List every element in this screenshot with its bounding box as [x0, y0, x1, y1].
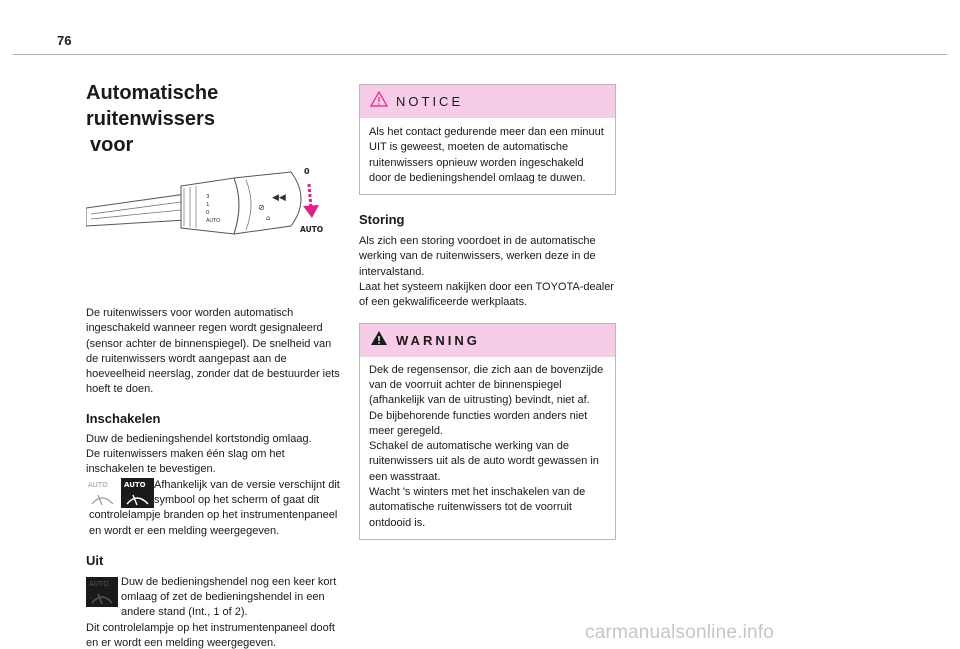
svg-text:AUTO: AUTO — [88, 480, 108, 489]
notice-body — [360, 118, 615, 194]
warning-triangle-icon — [370, 330, 388, 351]
uit-icon-row — [86, 575, 344, 649]
svg-text:AUTO: AUTO — [89, 579, 109, 588]
wiper-lever-illustration — [86, 164, 326, 244]
auto-wiper-outline-icon — [86, 478, 119, 508]
inschakelen-text-1: Duw de bedieningshendel kortstondig omlaag. — [86, 432, 312, 445]
storing-text-1: Als zich een storing voordoet in de automatische werking van de ruitenwissers, werken deze in de intervalstand. — [359, 235, 596, 278]
notice-text: Als het contact gedurende meer dan een minuut UIT is geweest, moeten de automatische ruitenwissers opnieuw worden ingeschakeld door de bedieningshendel omlaag te duwen. — [369, 126, 604, 184]
lever-mark-auto: AUTO — [206, 218, 221, 224]
illustration-wrapper — [86, 158, 344, 308]
heading-uit: Uit — [86, 552, 104, 568]
notice-header — [360, 85, 615, 118]
warning-text-3: Schakel de automatische werking van de ruitenwissers uit als de auto wordt gewassen in een wasstraat. — [369, 440, 599, 483]
inschakelen-text-3: Afhankelijk van de versie verschijnt dit symbool op het scherm of gaat dit controlelampje branden op het instrumentenpaneel en wordt er een melding weergegeven. — [89, 478, 340, 537]
middle-column — [359, 84, 617, 540]
warning-text-2: De bijbehorende functies worden anders niet meer geregeld. — [369, 409, 588, 437]
uit-text-1: Duw de bedieningshendel nog een keer kort omlaag of zet de bedieningshendel in een andere stand (Int., 1 of 2). — [121, 575, 337, 619]
auto-wiper-filled-icon — [121, 478, 154, 508]
title-line-1: Automatische ruitenwissers — [86, 82, 219, 130]
watermark: carmanualsonline.info — [585, 622, 775, 643]
warning-text-1: Dek de regensensor, die zich aan de bovenzijde van de voorruit achter de binnenspiegel (afhankelijk van de uitrusting) bevindt, niet af. — [369, 363, 604, 407]
storing-text-2: Laat het systeem nakijken door een TOYOTA-dealer of een gekwalificeerde werkplaats. — [359, 281, 614, 309]
heading-storing: Storing — [359, 212, 405, 228]
warning-header — [360, 324, 615, 357]
warning-text-4: Wacht 's winters met het inschakelen van de automatische ruitenwissers tot de voorruit ontdooid is. — [369, 486, 586, 529]
lever-mark-0: 0 — [206, 210, 210, 216]
page-title — [86, 80, 344, 158]
svg-text:◀◀: ◀◀ — [272, 193, 286, 203]
caution-triangle-icon — [370, 91, 388, 112]
label-zero: 0 — [304, 167, 310, 176]
inschakelen-text-2: De ruitenwissers maken één slag om het inschakelen te bevestigen. — [86, 448, 285, 476]
header-rule — [13, 54, 947, 55]
svg-text:⌂: ⌂ — [266, 214, 271, 222]
heading-inschakelen: Inschakelen — [86, 410, 161, 426]
notice-label: NOTICE — [396, 94, 464, 109]
svg-text:AUTO: AUTO — [124, 480, 146, 489]
label-auto: AUTO — [300, 225, 324, 234]
notice-box — [359, 84, 616, 195]
lever-mark-3: 3 — [206, 194, 210, 200]
warning-box — [359, 323, 616, 540]
warning-body — [360, 357, 615, 539]
auto-wiper-off-icon — [86, 577, 118, 607]
inschakelen-icon-row — [86, 478, 344, 539]
warning-label: WARNING — [396, 332, 480, 348]
title-line-2: voor — [90, 134, 134, 156]
page-number: 76 — [57, 33, 72, 48]
intro-text: De ruitenwissers voor worden automatisch ingeschakeld wanneer regen wordt gesignaleerd (sensor achter de binnenspiegel). De snelheid van de ruitenwissers wordt aangepast aan de hoeveelheid neerslag, zonder dat de bestuurder iets hoeft te doen. — [86, 307, 340, 396]
left-column — [86, 80, 344, 649]
lever-mark-1: 1 — [206, 202, 210, 208]
uit-text-2: Dit controlelampje op het instrumentenpaneel dooft en er wordt een melding weergegeven. — [86, 621, 335, 649]
svg-text:⊘: ⊘ — [258, 203, 265, 212]
